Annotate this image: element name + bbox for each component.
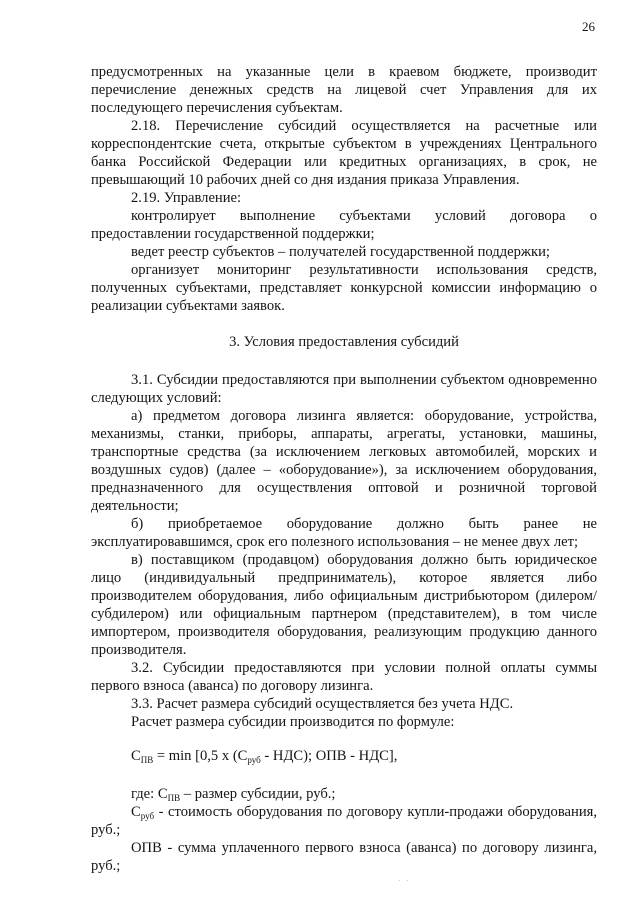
formula-rub-sub: руб xyxy=(247,755,261,765)
definition-spv xyxy=(91,785,597,803)
formula-tail: - НДС); ОПВ - НДС], xyxy=(260,748,398,764)
subsidy-formula xyxy=(91,747,597,765)
definition-spv-prefix: где: С xyxy=(131,786,168,802)
page-number: 26 xyxy=(582,19,595,34)
paragraph-3-1: 3.1. Субсидии предоставляются при выполнении субъектом одновременно следующих условий: xyxy=(91,372,597,406)
paragraph-condition-c: в) поставщиком (продавцом) оборудования должно быть юридическое лицо (индивидуальный предприниматель), которое является либо производителем оборудования, либо официальным дистрибьютором (дилером/субдилером) или официальным партнером (представителем), в том числе импортером, производителя оборудования, реализующим продукцию данного производителя. xyxy=(91,552,597,658)
document-body xyxy=(91,63,597,875)
paragraph-2-19: 2.19. Управление: xyxy=(131,190,242,206)
paragraph-formula-intro: Расчет размера субсидии производится по формуле: xyxy=(131,714,455,730)
paragraph-continuation: предусмотренных на указанные цели в краевом бюджете, производит перечисление денежных средств на лицевой счет Управления для их последующего перечисления субъектам. xyxy=(91,64,597,116)
formula-c: С xyxy=(131,748,141,764)
definition-srub-c: С xyxy=(131,804,141,820)
paragraph-3-3: 3.3. Расчет размера субсидий осуществляется без учета НДС. xyxy=(131,696,514,712)
paragraph-monitoring: организует мониторинг результативности использования средств, полученных субъектами, представляет конкурсной комиссии информацию о реализации субъектами заявок. xyxy=(91,262,597,314)
formula-middle: = min [0,5 х (С xyxy=(153,748,248,764)
definition-srub xyxy=(91,803,597,839)
paragraph-condition-b: б) приобретаемое оборудование должно быть ранее не эксплуатировавшимся, срок его полезного использования – не менее двух лет; xyxy=(91,516,597,550)
scan-artifact: · · xyxy=(398,877,411,885)
definition-opv: ОПВ - сумма уплаченного первого взноса (аванса) по договору лизинга, руб.; xyxy=(91,840,597,874)
paragraph-3-2: 3.2. Субсидии предоставляются при условии полной оплаты суммы первого взноса (аванса) по договору лизинга. xyxy=(91,660,597,694)
definition-spv-text: – размер субсидии, руб.; xyxy=(180,786,336,802)
definition-srub-text: - стоимость оборудования по договору купли-продажи оборудования, руб.; xyxy=(91,804,597,838)
definition-spv-sub: ПВ xyxy=(167,793,181,803)
paragraph-registry: ведет реестр субъектов – получателей государственной поддержки; xyxy=(131,244,550,260)
paragraph-control: контролирует выполнение субъектами условий договора о предоставлении государственной поддержки; xyxy=(91,208,597,242)
formula-pv-sub: ПВ xyxy=(140,755,154,765)
paragraph-condition-a: а) предметом договора лизинга является: оборудование, устройства, механизмы, станки, приборы, аппараты, агрегаты, установки, машины, транспортные средства (за исключением легковых автомобилей, морских и воздушных судов) (далее – «оборудование»), за исключением оборудования, предназначенного для осуществления оптовой и розничной торговой деятельности; xyxy=(91,408,597,514)
paragraph-2-18: 2.18. Перечисление субсидий осуществляется на расчетные или корреспондентские счета, открытые субъектом в учреждениях Центрального банка Российской Федерации или кредитных организациях, в срок, не превышающий 10 рабочих дней со дня издания приказа Управления. xyxy=(91,118,597,188)
section-heading: 3. Условия предоставления субсидий xyxy=(229,334,459,350)
definition-srub-sub: руб xyxy=(140,811,155,821)
